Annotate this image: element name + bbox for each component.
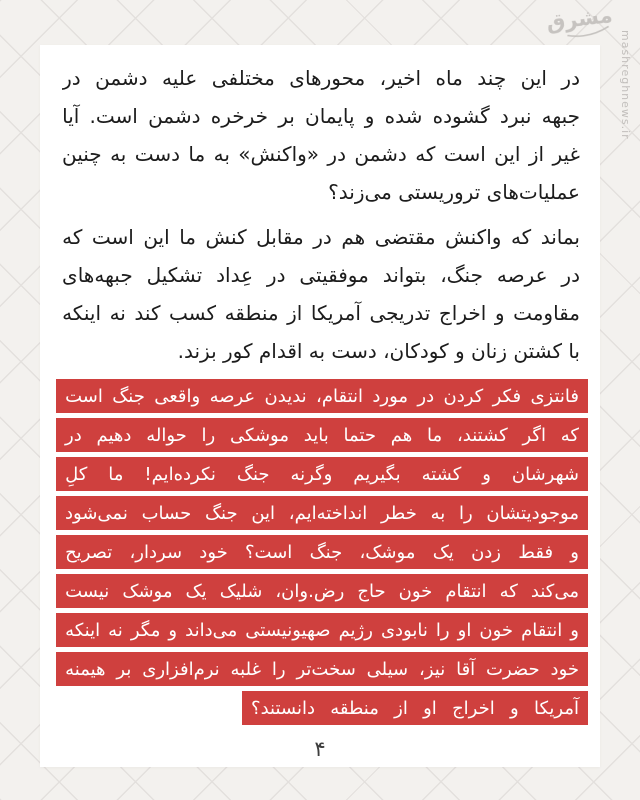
page-number: ۴ [314,737,326,761]
highlight-line-5: و فقط زدن یک موشک، جنگ است؟ خود سردار، تصریح [56,535,588,569]
paragraph-1 [62,59,580,211]
body-line-4: عملیات‌های تروریستی می‌زند؟ [328,180,580,204]
body-line-7: مقاومت و اخراج تدریجی آمریکا از منطقه کسب کند نه اینکه [62,301,580,325]
body-line-6: در عرصه جنگ، بتواند موفقیتی در عِداد تشکیل جبهه‌های [62,263,580,287]
highlight-line-7: و انتقام خون او را نابودی رژیم صهیونیستی می‌داند و مگر نه اینکه [56,613,588,647]
watermark-site-url: mashreghnews.ir [619,30,632,140]
body-line-8: با کشتن زنان و کودکان، دست به اقدام کور بزند. [177,339,580,363]
highlight-line-3: شهرشان و کشته بگیریم وگرنه جنگ نکرده‌ایم! ما کلِ [56,457,588,491]
body-line-3: غیر از این است که دشمن در «واکنش» به ما دست به چنین [62,142,580,166]
content-card [40,45,600,767]
highlight-line-1: فانتزی فکر کردن در مورد انتقام، ندیدن عرصه واقعی جنگ است [56,379,588,413]
body-line-2: جبهه نبرد گشوده شده و پایمان بر خرخره دشمن است. آیا [62,104,580,128]
paragraph-2 [62,218,580,370]
body-text [62,59,580,370]
highlight-line-6: می‌کند که انتقام خون حاج رض.وان، شلیک یک موشک نیست [56,574,588,608]
highlight-line-9: آمریکا و اخراج او از منطقه دانستند؟ [242,691,588,725]
body-line-5: بماند که واکنش مقتضی هم در مقابل کنش ما این است که [62,225,580,249]
highlight-line-8: خود حضرت آقا نیز، سیلی سخت‌تر را غلبه نرم‌افزاری بر هیمنه [56,652,588,686]
mashregh-logo-text: مشرق [545,2,614,35]
body-line-1: در این چند ماه اخیر، محورهای مختلفی علیه دشمن در [62,66,580,90]
highlight-line-2: که اگر کشتند، ما هم حتما باید موشکی را حواله دهیم در [56,418,588,452]
mashregh-logo [545,2,614,40]
highlighted-passage [56,379,588,725]
highlight-line-4: موجودیتشان را به خطر انداخته‌ایم، این جنگ حساب نمی‌شود [56,496,588,530]
